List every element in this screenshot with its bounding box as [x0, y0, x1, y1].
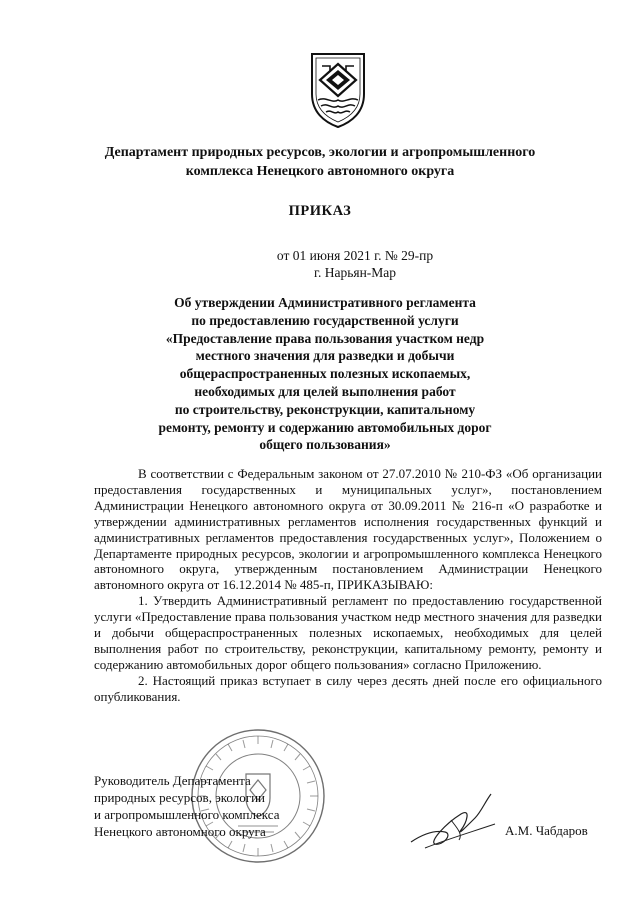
body-item-2: 2. Настоящий приказ вступает в силу через десять дней после его официального опубликования.: [94, 672, 602, 704]
subject-line: по строительству, реконструкции, капитальному: [174, 401, 476, 417]
department-name-line: Департамент природных ресурсов, экологии и агропромышленного: [104, 145, 536, 160]
subject-line: местного значения для разведки и добычи: [195, 348, 455, 364]
body-item-1: 1. Утвердить Административный регламент по предоставлению государственной услуги «Предоставление права пользования участком недр местного значения для разведки и добычи общераспространенных полезных ископаемых, необходимых для целей выполнения работ по строительству, реконструкции, капитальному ремонту, ремонту и содержанию автомобильных дорог общего пользования» согласно Приложению.: [94, 593, 602, 672]
subject-line: необходимых для целей выполнения работ: [194, 383, 456, 399]
subject-line: общего пользования»: [259, 437, 391, 453]
department-name: [95, 143, 545, 181]
signatory-name: А.М. Чабдаров: [505, 823, 588, 838]
order-meta: [250, 247, 460, 281]
subject-line: Об утверждении Административного регламента: [174, 295, 476, 310]
department-name-line: комплекса Ненецкого автономного округа: [185, 164, 455, 179]
signatory-position-line: Руководитель Департамента: [94, 773, 251, 788]
signatory-position-line: природных ресурсов, экологии: [94, 790, 265, 805]
signatory-position-line: и агропромышленного комплекса: [94, 807, 280, 822]
order-title: ПРИКАЗ: [288, 203, 352, 219]
signatory-position-line: Ненецкого автономного округа: [94, 824, 266, 839]
handwritten-signature-icon: [405, 790, 500, 855]
body-preamble: В соответствии с Федеральным законом от 27.07.2010 № 210-ФЗ «Об организации предоставления государственных и муниципальных услуг», постановлением Администрации Ненецкого автономного округа от 30.09.2011 № 216-п «О разработке и утверждении административных регламентов исполнения государственных функций и административных регламентов предоставления государственных услуг», Положением о Департаменте природных ресурсов, экологии и агропромышленного комплекса Ненецкого автономного округа, утвержденным постановлением Администрации Ненецкого автономного округа от 16.12.2014 № 485-п, ПРИКАЗЫВАЮ:: [94, 466, 602, 593]
subject-line: ремонту, ремонту и содержанию автомобильных дорог: [158, 419, 492, 435]
order-date-number: от 01 июня 2021 г. № 29-пр: [276, 248, 434, 263]
order-body: [94, 466, 602, 705]
subject-line: по предоставлению государственной услуги: [191, 312, 459, 328]
order-subject: [120, 294, 530, 454]
coat-of-arms-emblem-icon: [304, 50, 372, 130]
order-place: г. Нарьян-Мар: [313, 265, 397, 280]
subject-line: общераспространенных полезных ископаемых,: [179, 366, 471, 382]
signatory-position: [94, 772, 324, 840]
subject-line: «Предоставление права пользования участком недр: [165, 330, 485, 346]
